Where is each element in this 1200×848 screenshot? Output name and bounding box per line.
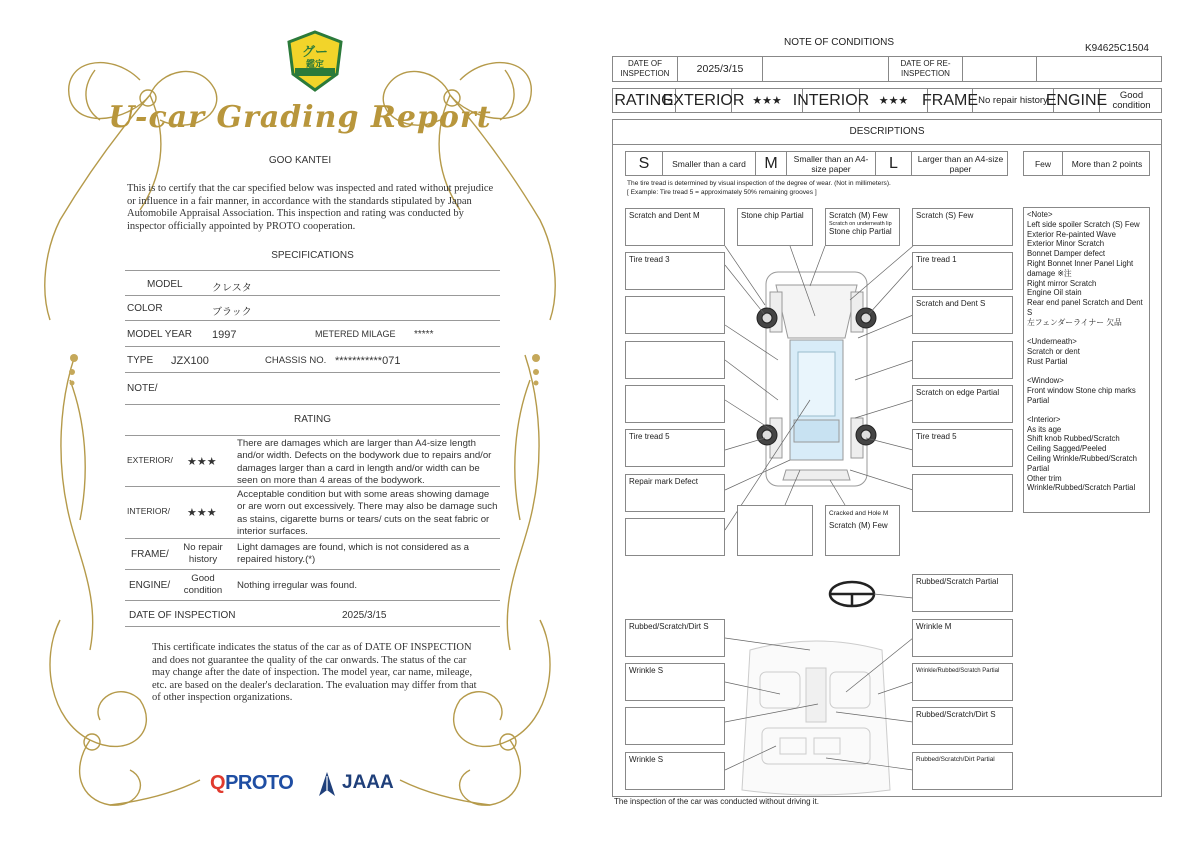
engine-value: Good condition	[1112, 89, 1151, 111]
rating-row-frame	[125, 539, 500, 570]
desc-box-left-4	[625, 341, 725, 379]
rating-row-exterior	[125, 435, 500, 487]
desc-box-int-left-1: Rubbed/Scratch/Dirt S	[625, 619, 725, 657]
front-bumper-top: Scratch (M) Few	[829, 211, 888, 220]
desc-box-right-5: Scratch on edge Partial	[912, 385, 1013, 423]
exterior-label: EXTERIOR	[676, 89, 732, 112]
tire-example: [ Example: Tire tread 5 = approximately 50% remaining grooves ]	[627, 189, 817, 196]
exterior-stars: ★★★	[187, 456, 217, 468]
rating-label: RATING	[613, 89, 676, 112]
notes-interior-body: As its age Shift knob Rubbed/Scratch Ceiling Sagged/Peeled Ceiling Wrinkle/Rubbed/Scratch Partial Other trim Wrinkle/Rubbed/Scratch Partial	[1027, 424, 1137, 493]
spec-row-color	[125, 296, 500, 321]
desc-box-int-left-4: Wrinkle S	[625, 752, 725, 790]
date-inspection-label: DATE OF INSPECTION	[613, 57, 678, 81]
interior-stars: ★★★	[860, 89, 928, 112]
legend-m-code: M	[756, 152, 787, 175]
steering-wheel-icon	[830, 582, 874, 606]
model-year-value: 1997	[212, 329, 237, 341]
proto-q-icon: Q	[210, 772, 226, 794]
engine-description: Nothing irregular was found.	[237, 580, 357, 591]
model-label: MODEL	[147, 279, 183, 290]
color-value: ブラック	[212, 307, 252, 318]
tire-note: The tire tread is determined by visual inspection of the degree of wear. (Not in millimeters).	[627, 180, 891, 187]
chassis-value: ***********071	[335, 355, 401, 367]
document-id: K94625C1504	[1085, 43, 1149, 54]
legend-m-text: Smaller than an A4-size paper	[787, 152, 876, 175]
interior-label: INTERIOR	[803, 89, 860, 112]
frame-value: No repair history	[183, 542, 223, 566]
goo-kantei-badge	[285, 30, 345, 92]
color-label: COLOR	[127, 303, 163, 314]
spec-row-model	[125, 270, 500, 296]
chassis-label: CHASSIS NO.	[265, 355, 327, 366]
desc-box-front-center: Stone chip Partial	[737, 208, 813, 246]
rear-bumper-top: Cracked and Hole M	[829, 510, 889, 517]
exterior-label: EXTERIOR/	[127, 455, 173, 465]
frame-label: FRAME	[928, 89, 973, 112]
mileage-label: METERED MILAGE	[315, 329, 396, 339]
desc-box-int-right-1: Wrinkle M	[912, 619, 1013, 657]
notes-general-body: Left side spoiler Scratch (S) Few Exterior Re-painted Wave Exterior Minor Scratch Bonnet Damper defect Right Bonnet Inner Panel Light damage ※注 Right mirror Scratch Engine Oil stain Rear end panel Scratch and Dent S 左フェンダーライナー 欠品	[1027, 219, 1143, 327]
engine-label: ENGINE/	[129, 580, 171, 591]
desc-box-right-4	[912, 341, 1013, 379]
model-value: クレスタ	[212, 283, 252, 294]
car-top-view	[766, 272, 867, 486]
notes-panel	[1023, 207, 1150, 513]
rating-row-date	[125, 601, 500, 627]
rear-bumper-bottom: Scratch (M) Few	[829, 521, 888, 530]
desc-box-left-3	[625, 296, 725, 334]
engine-value: Good condition	[183, 573, 223, 597]
desc-box-int-right-2: Wrinkle/Rubbed/Scratch Partial	[912, 663, 1013, 701]
interior-label: INTERIOR/	[127, 506, 170, 516]
frame-label: FRAME/	[131, 549, 169, 560]
front-bumper-small: Scratch on underneath lip	[829, 221, 892, 227]
legend-s-code: S	[626, 152, 663, 175]
type-value: JZX100	[171, 355, 209, 367]
engine-label: ENGINE	[1054, 89, 1100, 112]
notes-window-heading: <Window>	[1027, 375, 1064, 385]
desc-box-rear-center	[737, 505, 813, 556]
jaaa-logo: JAAA	[342, 772, 394, 793]
date-inspection-value: 2025/3/15	[678, 57, 763, 81]
interior-description: Acceptable condition but with some areas showing damage or are worn out excessively. There may also be damage such as stains, cigarette burns or tears/ cuts on the seat fabric or interior surfaces.	[237, 489, 498, 538]
organization-name: GOO KANTEI	[268, 155, 332, 166]
exterior-description: There are damages which are larger than A4-size length and/or width. Defects on the bodywork due to repairs and/or damages larger than a card in length and/or width can be seen on more than 4 areas of the bodywork.	[237, 438, 492, 487]
model-year-label: MODEL YEAR	[127, 329, 193, 340]
notes-window	[1027, 376, 1146, 405]
svg-text:鑑定: 鑑定	[305, 59, 325, 69]
mileage-value: *****	[414, 329, 434, 340]
notes-underneath-body: Scratch or dent Rust Partial	[1027, 346, 1080, 366]
desc-box-right-3: Scratch and Dent S	[912, 296, 1013, 334]
notes-interior-heading: <Interior>	[1027, 414, 1061, 424]
spec-row-year	[125, 321, 500, 347]
conditions-footer: The inspection of the car was conducted without driving it.	[614, 797, 819, 806]
desc-box-int-left-3	[625, 707, 725, 745]
notes-underneath-heading: <Underneath>	[1027, 337, 1077, 347]
legend-l-text: Larger than an A4-size paper	[917, 153, 1004, 174]
frame-value: No repair history	[973, 89, 1054, 112]
desc-box-int-right-4: Rubbed/Scratch/Dirt Partial	[912, 752, 1013, 790]
desc-box-right-7	[912, 474, 1013, 512]
desc-box-front-left: Scratch and Dent M	[625, 208, 725, 246]
rating-heading: RATING	[293, 414, 332, 425]
date-of-inspection-label: DATE OF INSPECTION	[129, 610, 236, 621]
notes-interior	[1027, 415, 1146, 493]
legend-few-code: Few	[1024, 152, 1063, 175]
type-label: TYPE	[127, 355, 154, 366]
desc-box-left-7: Repair mark Defect	[625, 474, 725, 512]
descriptions-heading: DESCRIPTIONS	[612, 119, 1162, 145]
notes-window-body: Front window Stone chip marks Partial	[1027, 385, 1136, 405]
proto-logo: QPROTO	[210, 772, 294, 794]
certificate-intro: This is to certify that the car specified below was inspected and rated without prejudice or influence in a fair manner, in accordance with the standards stipulated by Japan Automobile Appraisal Association. This inspection and rating was conducted by inspector officially appointed by PROTO cooperation.	[127, 183, 494, 232]
desc-box-front-bumper	[825, 208, 900, 246]
desc-box-tire-rear-right: Tire tread 5	[912, 429, 1013, 467]
rating-row-engine	[125, 570, 500, 601]
notes-general	[1027, 210, 1146, 328]
desc-box-int-left-2: Wrinkle S	[625, 663, 725, 701]
interior-diagram	[742, 641, 890, 795]
desc-box-rear-bumper	[825, 505, 900, 556]
svg-text:グー: グー	[301, 44, 329, 59]
notes-general-heading: <Note>	[1027, 210, 1053, 219]
desc-box-left-5	[625, 385, 725, 423]
desc-box-tire-front-right: Tire tread 1	[912, 252, 1013, 290]
specifications-heading: SPECIFICATIONS	[271, 250, 354, 261]
desc-box-tire-rear-left: Tire tread 5	[625, 429, 725, 467]
desc-box-front-right: Scratch (S) Few	[912, 208, 1013, 246]
rating-row-interior	[125, 487, 500, 539]
spec-row-type	[125, 347, 500, 373]
date-of-inspection-value: 2025/3/15	[342, 610, 387, 621]
desc-box-int-right-3: Rubbed/Scratch/Dirt S	[912, 707, 1013, 745]
notes-underneath	[1027, 337, 1146, 366]
frame-description: Light damages are found, which is not considered as a repaired history.(*)	[237, 542, 469, 566]
interior-stars: ★★★	[187, 507, 217, 519]
front-bumper-bottom: Stone chip Partial	[829, 227, 892, 236]
desc-box-tire-front-left: Tire tread 3	[625, 252, 725, 290]
spec-row-note	[125, 373, 500, 405]
conditions-title: NOTE OF CONDITIONS	[784, 37, 894, 48]
legend-l-code: L	[876, 152, 912, 175]
legend-s-text: Smaller than a card	[663, 152, 756, 175]
jaaa-emblem-icon	[318, 771, 336, 797]
desc-box-steering: Rubbed/Scratch Partial	[912, 574, 1013, 612]
report-title: U-car Grading Report	[108, 100, 492, 135]
certificate-footer: This certificate indicates the status of the car as of DATE OF INSPECTION and does not guarantee the quality of the car onwards. The status of the car may change after the date of inspection. The model year, car name, mileage, etc. are based on the dealer's declaration. The evaluation may differ from that of other inspection organizations.	[152, 642, 477, 704]
date-reinspection-label: DATE OF RE-INSPECTION	[889, 57, 963, 81]
exterior-stars: ★★★	[732, 89, 803, 112]
desc-box-left-8	[625, 518, 725, 556]
legend-few-text: More than 2 points	[1071, 158, 1143, 169]
note-label: NOTE/	[127, 383, 158, 394]
